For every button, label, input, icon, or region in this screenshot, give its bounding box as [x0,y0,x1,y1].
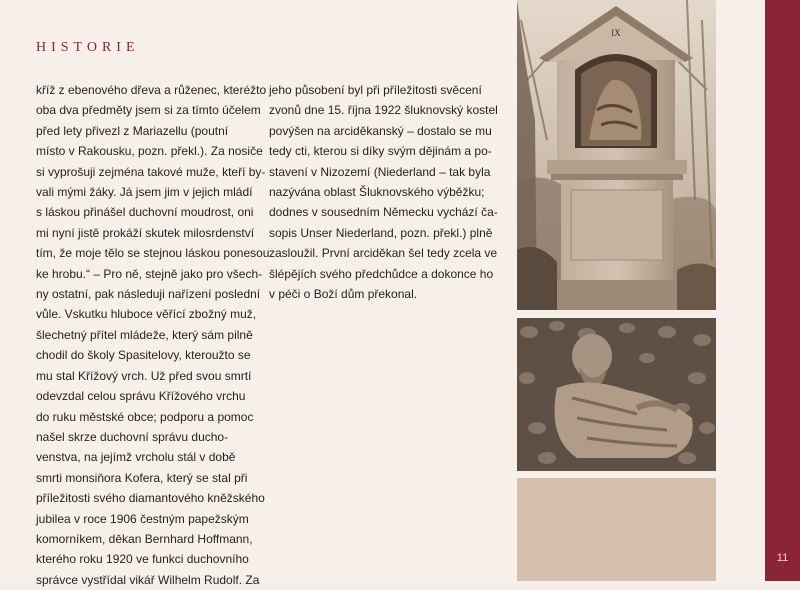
text-line: ke hrobu.“ – Pro ně, stejně jako pro všech- [36,266,263,281]
page-number: 11 [776,552,789,564]
text-line: jeho působení byl při příležitosti svěcení [269,83,482,97]
text-line: si vyprošuji zejména takové muže, kteří by- [36,164,266,179]
text-line: místo v Rakousku, pozn. překl.). Za nosiče [36,144,263,159]
text-line: kterého roku 1920 ve funkci duchovního [36,552,249,567]
chapel-pillar-illustration [517,0,716,310]
text-line: příležitosti svého diamantového kněžského [36,491,265,506]
text-line: venstva, na jejímž vrcholu stál v době [36,450,236,465]
paragraph [269,80,498,304]
color-panel [517,478,716,581]
text-line: šlépějích svého předchůdce a dokonce ho [269,266,494,281]
text-line: v péči o Boží dům překonal. [269,287,418,302]
text-line: do ruku městské obce; podporu a pomoc [36,409,254,424]
text-line: vůle. Vskutku hluboce věřící zbožný muž, [36,307,257,322]
text-line: stavení v Nizozemí (Niederland – tak byla [269,164,491,179]
text-line: nazývána oblast Šluknovského výběžku; [269,185,485,200]
text-line: zasloužil. První arciděkan šel tedy zcela ve [269,246,498,261]
text-line: vali mými žáky. Já jsem jim v jejich mládí [36,185,253,200]
text-line: odevzdal celou správu Křížového vrchu [36,389,246,404]
text-line: šlechetný přítel mládeže, který sám pilně [36,327,253,342]
text-line: smrti monsiňora Kofera, který se stal při [36,470,248,485]
text-line: správce vystřídal vikář Wilhelm Rudolf. Za [36,572,260,587]
statue-in-ivy-photo [517,318,716,471]
text-line: tím, že moje tělo se stejnou láskou ponesou [36,246,270,261]
text-line: dodnes v sousedním Německu vychází ča- [269,205,498,220]
plaque-numeral: IX [611,28,621,38]
text-line: jubilea v roce 1906 čestným papežským [36,511,249,526]
text-line: ny ostatní, pak následuji nařízení poslední [36,287,261,302]
text-line: oba dva předměty jsem si za tímto účelem [36,103,261,118]
text-line: našel skrze duchovní správu ducho- [36,429,229,444]
text-line: komorníkem, děkan Bernhard Hoffmann, [36,531,253,546]
text-line: zvonů dne 15. října 1922 šluknovský kostel [269,103,498,118]
text-line: mi nyní jistě prokáží skutek milosrdenství [36,225,255,240]
text-line: povýšen na arciděkanský – dostalo se mu [269,123,492,138]
text-line: kříž z ebenového dřeva a růženec, kteréžto [36,83,267,97]
chapel-pillar-photo [517,0,716,310]
text-line: chodil do školy Spasitelovy, kteroužto se [36,348,251,363]
statue-illustration [517,318,716,471]
text-column-left [36,80,270,590]
paragraph [36,80,270,590]
page-edge-band [765,0,800,581]
text-line: s láskou přinášel duchovní moudrost, oni [36,205,254,220]
text-line: před lety přivezl z Mariazellu (poutní [36,123,229,138]
text-column-right [269,80,498,304]
text-line: sopis Unser Niederland, pozn. překl.) plně [269,225,493,240]
section-title: HISTORIE [36,40,140,55]
text-line: tedy cti, kterou si díky svým dějinám a po- [269,144,492,159]
text-line: mu stal Křížový vrch. Už před svou smrtí [36,368,252,383]
